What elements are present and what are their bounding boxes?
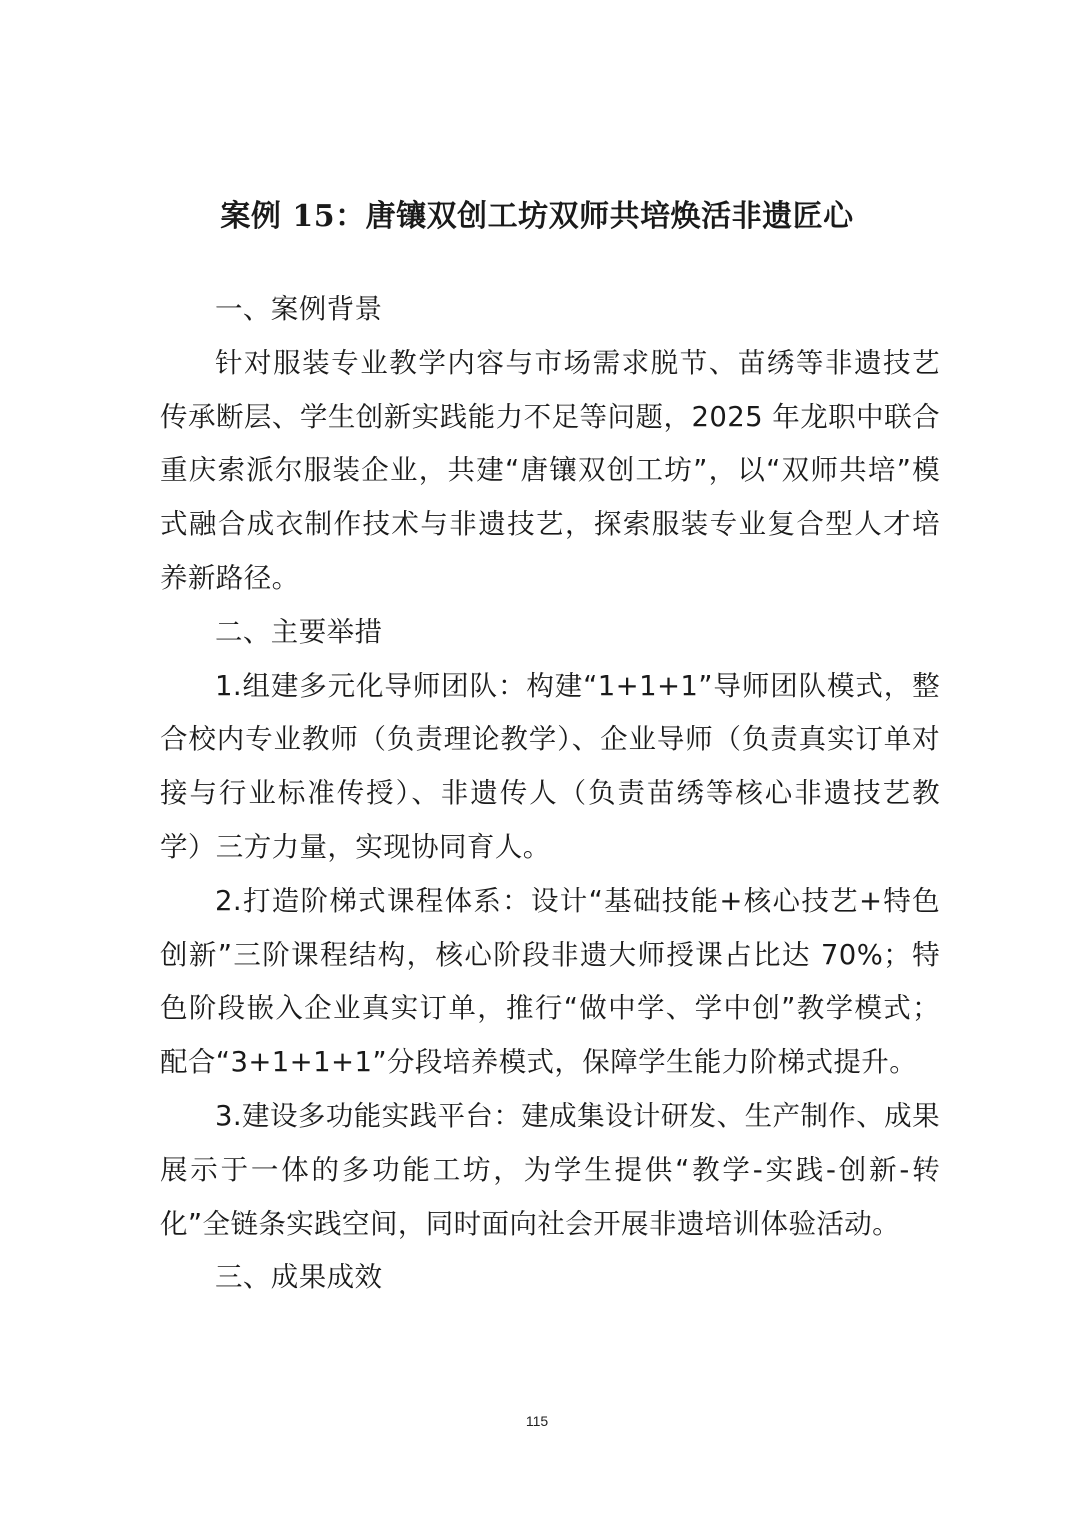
section-heading-measures: 二、主要举措 [215,615,383,648]
section-heading-results: 三、成果成效 [215,1261,383,1294]
document-title: 案例 15：唐镶双创工坊双师共培焕活非遗匠心 [220,199,854,234]
document-body [160,283,940,1305]
paragraph-measure-3: 3.建设多功能实践平台：建成集设计研发、生产制作、成果展示于一体的多功能工坊，为学生提供“教学-实践-创新-转化”全链条实践空间，同时面向社会开展非遗培训体验活动。 [160,1099,940,1240]
section-heading-background: 一、案例背景 [215,293,383,325]
paragraph-measure-2: 2.打造阶梯式课程体系：设计“基础技能+核心技艺+特色创新”三阶课程结构，核心阶段非遗大师授课占比达 70%；特色阶段嵌入企业真实订单，推行“做中学、学中创”教学模式；配合“3+1+1+1”分段培养模式，保障学生能力阶梯式提升。 [160,884,940,1079]
paragraph-measure-1: 1.组建多元化导师团队：构建“1+1+1”导师团队模式，整合校内专业教师（负责理论教学）、企业导师（负责真实订单对接与行业标准传授）、非遗传人（负责苗绣等核心非遗技艺教学）三方力量，实现协同育人。 [160,669,940,863]
page-number: 115 [525,1413,549,1429]
paragraph-background: 针对服装专业教学内容与市场需求脱节、苗绣等非遗技艺传承断层、学生创新实践能力不足等问题，2025 年龙职中联合重庆索派尔服装企业，共建“唐镶双创工坊”，以“双师共培”模式融合成衣制作技术与非遗技艺，探索服装专业复合型人才培养新路径。 [160,346,940,594]
